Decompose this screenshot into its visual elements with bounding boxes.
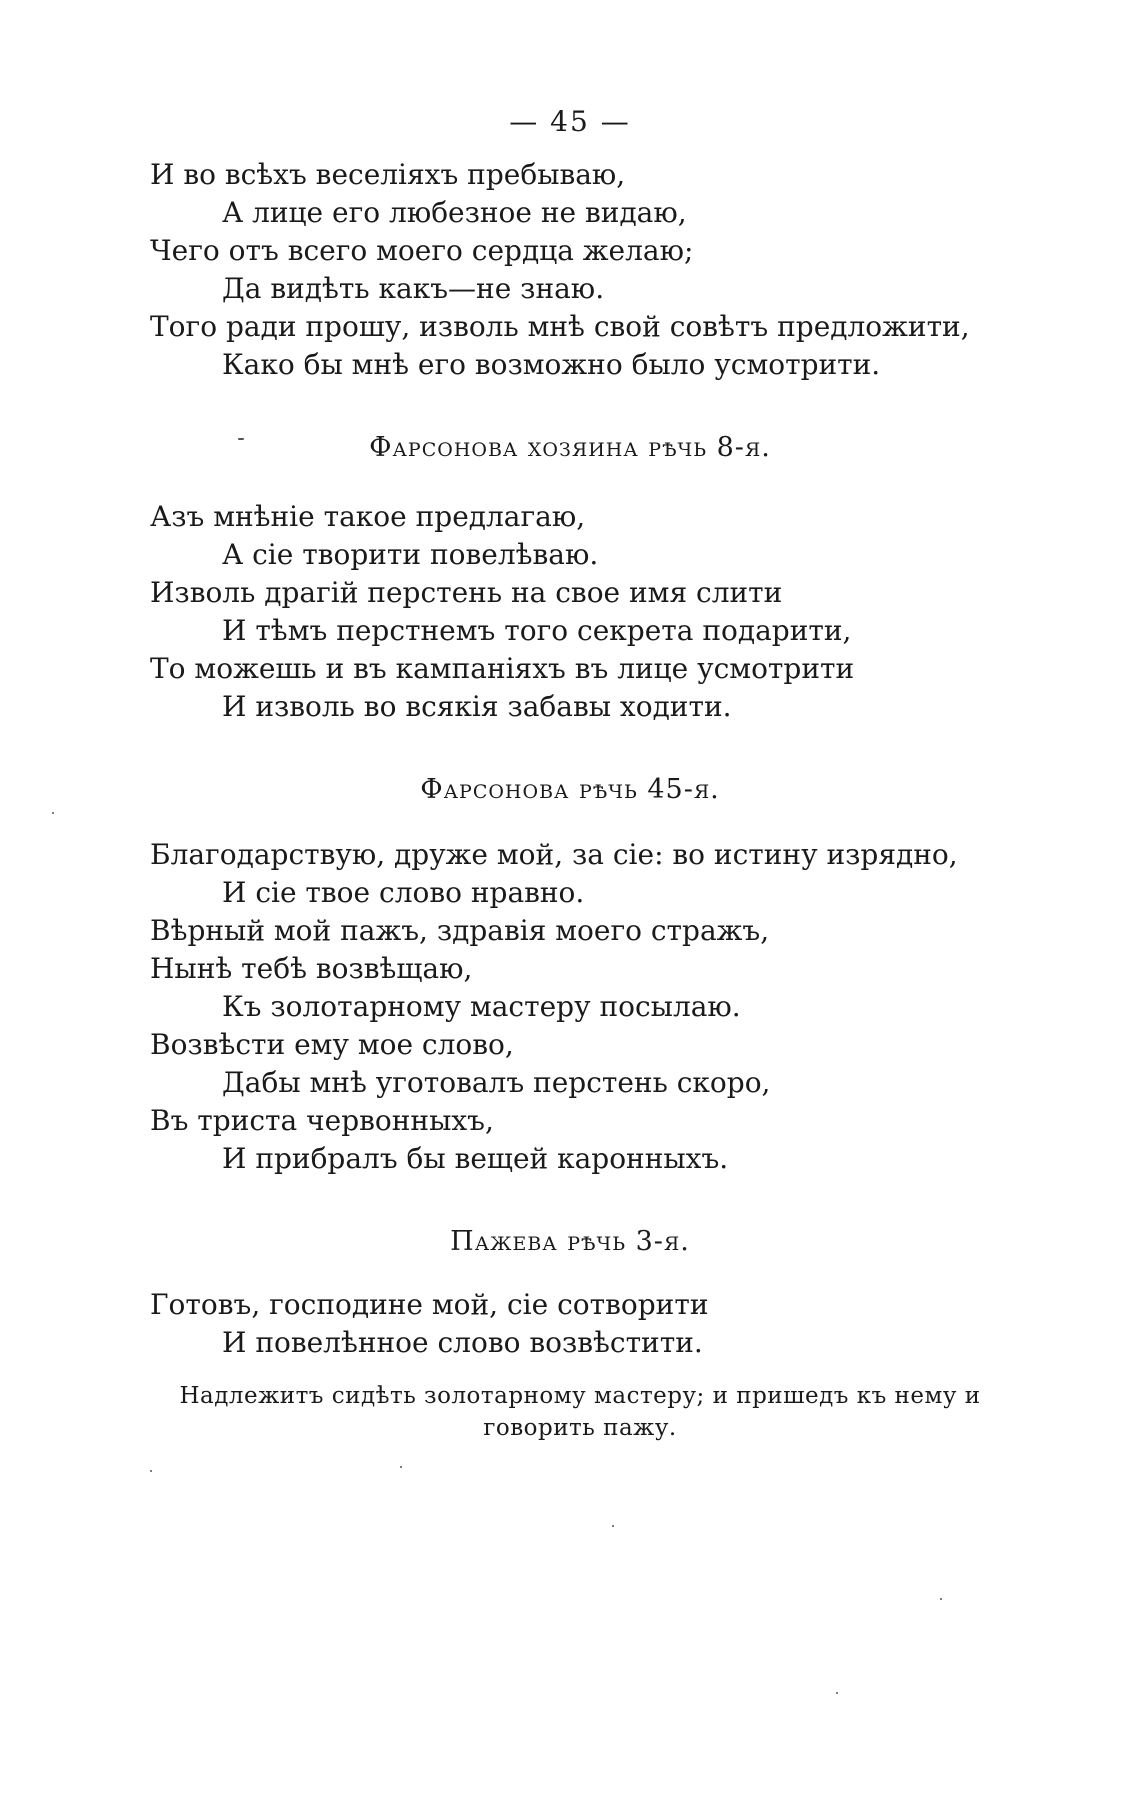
- verse-line: И прибралъ бы вещей каронныхъ.: [222, 1142, 729, 1175]
- verse-line: И повелѣнное слово возвѣстити.: [222, 1326, 703, 1359]
- scan-speck: [940, 1598, 942, 1600]
- speech-heading-text: Фарсонова рѣчь 45-я.: [420, 774, 720, 805]
- verse-line: Въ триста червонныхъ,: [150, 1104, 494, 1137]
- verse-line: Чего отъ всего моего сердца желаю;: [150, 234, 694, 267]
- verse-line: А сіе творити повелѣваю.: [222, 538, 599, 571]
- verse-line: Изволь драгій перстень на свое имя слити: [150, 576, 783, 609]
- speech-heading: [0, 774, 1140, 805]
- verse-line: И во всѣхъ веселіяхъ пребываю,: [150, 158, 626, 191]
- verse-line: Дабы мнѣ уготовалъ перстень скоро,: [222, 1066, 771, 1099]
- page-number: — 45 —: [509, 105, 631, 138]
- speech-heading: [0, 1226, 1140, 1257]
- verse-line: Азъ мнѣніе такое предлагаю,: [150, 500, 586, 533]
- verse-line: И тѣмъ перстнемъ того секрета подарити,: [222, 614, 852, 647]
- scan-speck: [612, 1525, 614, 1527]
- stage-direction-line: говорить пажу.: [483, 1415, 677, 1441]
- verse-line: Готовъ, господине мой, сіе сотворити: [150, 1288, 709, 1321]
- verse-line: Вѣрный мой пажъ, здравія моего стражъ,: [150, 914, 770, 947]
- stage-direction: [140, 1380, 1020, 1444]
- scan-speck: [238, 438, 244, 440]
- scan-speck: [836, 1692, 838, 1694]
- scan-speck: [52, 812, 54, 814]
- stage-direction-line: Надлежитъ сидѣть золотарному мастеру; и пришедъ къ нему и: [179, 1383, 981, 1409]
- scan-speck: [150, 1470, 152, 1472]
- verse-line: Како бы мнѣ его возможно было усмотрити.: [222, 348, 881, 381]
- verse-line: То можешь и въ кампаніяхъ въ лице усмотрити: [150, 652, 855, 685]
- speech-heading-text: Фарсонова хозяина рѣчь 8-я.: [369, 432, 771, 463]
- verse-line: Да видѣть какъ—не знаю.: [222, 272, 605, 305]
- verse-line: Возвѣсти ему мое слово,: [150, 1028, 514, 1061]
- verse-line: Нынѣ тебѣ возвѣщаю,: [150, 952, 473, 985]
- verse-line: И изволь во всякія забавы ходити.: [222, 690, 732, 723]
- verse-line: А лице его любезное не видаю,: [222, 196, 687, 229]
- verse-line: Благодарствую, друже мой, за сіе: во истину изрядно,: [150, 838, 958, 871]
- scan-speck: [400, 1466, 402, 1468]
- verse-line: И сіе твое слово нравно.: [222, 876, 585, 909]
- speech-heading: [0, 432, 1140, 463]
- speech-heading-text: Пажева рѣчь 3-я.: [450, 1226, 690, 1257]
- verse-line: Того ради прошу, изволь мнѣ свой совѣтъ предложити,: [150, 310, 970, 343]
- verse-line: Къ золотарному мастеру посылаю.: [222, 990, 741, 1023]
